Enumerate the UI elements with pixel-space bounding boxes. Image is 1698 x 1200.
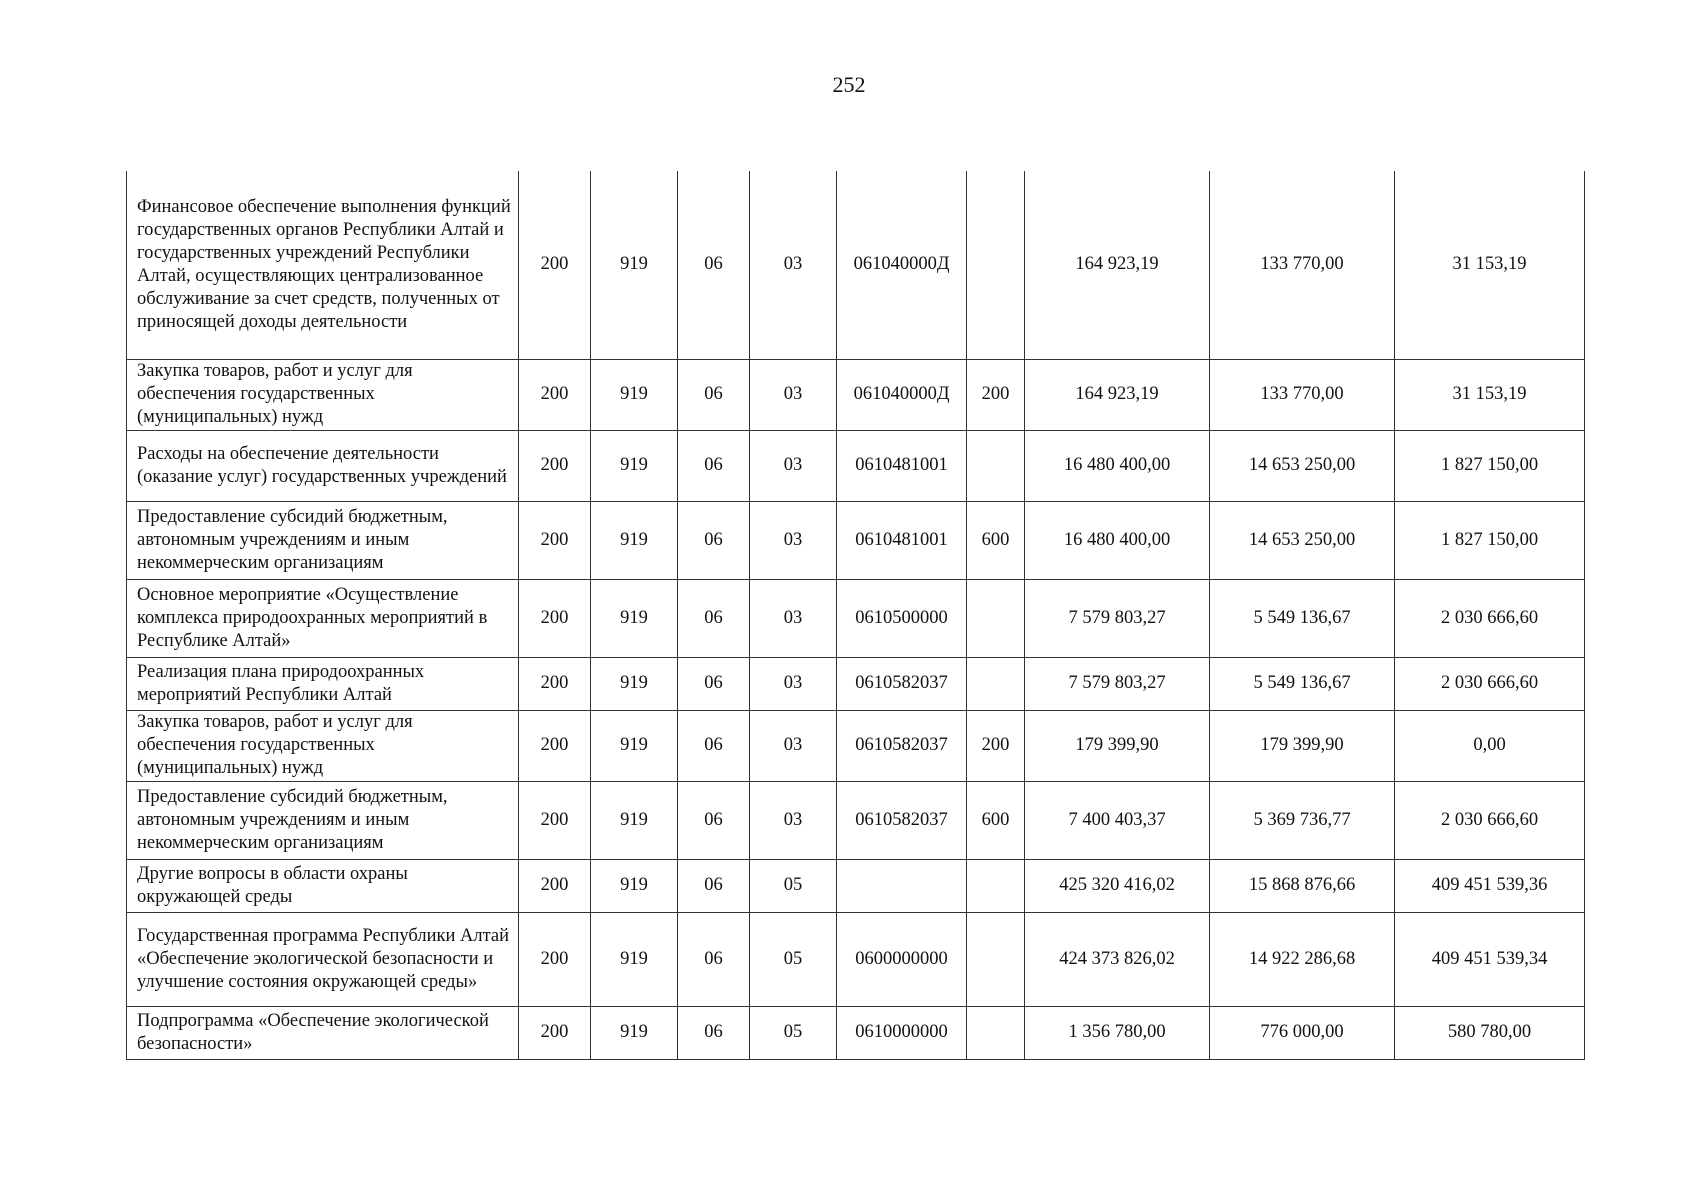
cell-rz: 06 xyxy=(678,912,750,1006)
cell-col2: 179 399,90 xyxy=(1210,710,1395,781)
cell-col3: 2 030 666,60 xyxy=(1395,657,1585,710)
cell-code: 200 xyxy=(519,912,591,1006)
cell-col2: 133 770,00 xyxy=(1210,359,1395,430)
cell-grbs: 919 xyxy=(591,501,678,579)
cell-pr: 03 xyxy=(750,657,837,710)
page-number: 252 xyxy=(832,72,866,97)
cell-total: 179 399,90 xyxy=(1025,710,1210,781)
cell-col2: 776 000,00 xyxy=(1210,1006,1395,1059)
cell-vr xyxy=(967,912,1025,1006)
cell-pr: 03 xyxy=(750,430,837,501)
cell-code: 200 xyxy=(519,859,591,912)
cell-vr: 200 xyxy=(967,359,1025,430)
cell-rz: 06 xyxy=(678,430,750,501)
cell-rz: 06 xyxy=(678,359,750,430)
table-row xyxy=(127,657,1585,710)
cell-csr: 0610481001 xyxy=(837,430,967,501)
cell-grbs: 919 xyxy=(591,657,678,710)
cell-csr: 0610481001 xyxy=(837,501,967,579)
cell-col3: 2 030 666,60 xyxy=(1395,579,1585,657)
cell-grbs: 919 xyxy=(591,171,678,359)
cell-col3: 0,00 xyxy=(1395,710,1585,781)
row-name: Основное мероприятие «Осуществление комплекса природоохранных мероприятий в Республике Алтай» xyxy=(127,579,519,657)
table-row xyxy=(127,710,1585,781)
cell-vr xyxy=(967,1006,1025,1059)
cell-col3: 1 827 150,00 xyxy=(1395,430,1585,501)
table-row xyxy=(127,912,1585,1006)
cell-pr: 03 xyxy=(750,501,837,579)
table-row xyxy=(127,501,1585,579)
table-row xyxy=(127,781,1585,859)
row-name: Государственная программа Республики Алтай «Обеспечение экологической безопасности и улучшение состояния окружающей среды» xyxy=(127,912,519,1006)
cell-csr: 061040000Д xyxy=(837,171,967,359)
cell-rz: 06 xyxy=(678,781,750,859)
cell-vr xyxy=(967,657,1025,710)
cell-code: 200 xyxy=(519,171,591,359)
cell-col3: 1 827 150,00 xyxy=(1395,501,1585,579)
cell-grbs: 919 xyxy=(591,912,678,1006)
cell-total: 424 373 826,02 xyxy=(1025,912,1210,1006)
cell-code: 200 xyxy=(519,1006,591,1059)
cell-grbs: 919 xyxy=(591,710,678,781)
row-name: Реализация плана природоохранных мероприятий Республики Алтай xyxy=(127,657,519,710)
cell-pr: 03 xyxy=(750,579,837,657)
cell-grbs: 919 xyxy=(591,430,678,501)
cell-col2: 15 868 876,66 xyxy=(1210,859,1395,912)
cell-vr: 200 xyxy=(967,710,1025,781)
cell-col2: 14 653 250,00 xyxy=(1210,501,1395,579)
cell-grbs: 919 xyxy=(591,1006,678,1059)
cell-grbs: 919 xyxy=(591,859,678,912)
cell-pr: 05 xyxy=(750,912,837,1006)
cell-total: 164 923,19 xyxy=(1025,171,1210,359)
row-name: Другие вопросы в области охраны окружающей среды xyxy=(127,859,519,912)
cell-rz: 06 xyxy=(678,579,750,657)
cell-total: 1 356 780,00 xyxy=(1025,1006,1210,1059)
cell-col3: 580 780,00 xyxy=(1395,1006,1585,1059)
table-row xyxy=(127,579,1585,657)
cell-vr: 600 xyxy=(967,501,1025,579)
table-row xyxy=(127,359,1585,430)
row-name: Финансовое обеспечение выполнения функций государственных органов Республики Алтай и государственных учреждений Республики Алтай, осуществляющих централизованное обслуживание за счет средств, полученных от приносящей доходы деятельности xyxy=(127,171,519,359)
cell-pr: 05 xyxy=(750,859,837,912)
cell-col3: 31 153,19 xyxy=(1395,171,1585,359)
cell-code: 200 xyxy=(519,657,591,710)
cell-grbs: 919 xyxy=(591,579,678,657)
cell-rz: 06 xyxy=(678,710,750,781)
row-name: Подпрограмма «Обеспечение экологической безопасности» xyxy=(127,1006,519,1059)
row-name: Закупка товаров, работ и услуг для обеспечения государственных (муниципальных) нужд xyxy=(127,710,519,781)
cell-col3: 409 451 539,36 xyxy=(1395,859,1585,912)
cell-vr xyxy=(967,859,1025,912)
cell-total: 16 480 400,00 xyxy=(1025,430,1210,501)
cell-code: 200 xyxy=(519,430,591,501)
cell-col3: 2 030 666,60 xyxy=(1395,781,1585,859)
cell-col3: 409 451 539,34 xyxy=(1395,912,1585,1006)
cell-total: 16 480 400,00 xyxy=(1025,501,1210,579)
cell-rz: 06 xyxy=(678,657,750,710)
cell-code: 200 xyxy=(519,781,591,859)
cell-pr: 03 xyxy=(750,781,837,859)
cell-vr xyxy=(967,579,1025,657)
cell-col2: 14 922 286,68 xyxy=(1210,912,1395,1006)
cell-csr xyxy=(837,859,967,912)
cell-total: 425 320 416,02 xyxy=(1025,859,1210,912)
row-name: Предоставление субсидий бюджетным, автономным учреждениям и иным некоммерческим организациям xyxy=(127,781,519,859)
cell-csr: 061040000Д xyxy=(837,359,967,430)
cell-col2: 5 369 736,77 xyxy=(1210,781,1395,859)
cell-col2: 133 770,00 xyxy=(1210,171,1395,359)
cell-csr: 0610582037 xyxy=(837,657,967,710)
cell-col3: 31 153,19 xyxy=(1395,359,1585,430)
cell-vr xyxy=(967,430,1025,501)
table-row xyxy=(127,171,1585,359)
cell-rz: 06 xyxy=(678,859,750,912)
cell-code: 200 xyxy=(519,579,591,657)
cell-pr: 03 xyxy=(750,710,837,781)
table-body xyxy=(127,171,1585,1059)
cell-pr: 05 xyxy=(750,1006,837,1059)
cell-col2: 5 549 136,67 xyxy=(1210,579,1395,657)
cell-code: 200 xyxy=(519,501,591,579)
cell-pr: 03 xyxy=(750,171,837,359)
cell-csr: 0610582037 xyxy=(837,710,967,781)
cell-vr xyxy=(967,171,1025,359)
budget-table xyxy=(126,171,1585,1060)
cell-csr: 0610500000 xyxy=(837,579,967,657)
row-name: Предоставление субсидий бюджетным, автономным учреждениям и иным некоммерческим организациям xyxy=(127,501,519,579)
table-row xyxy=(127,430,1585,501)
cell-grbs: 919 xyxy=(591,359,678,430)
row-name: Закупка товаров, работ и услуг для обеспечения государственных (муниципальных) нужд xyxy=(127,359,519,430)
cell-pr: 03 xyxy=(750,359,837,430)
cell-total: 7 579 803,27 xyxy=(1025,657,1210,710)
cell-rz: 06 xyxy=(678,501,750,579)
cell-col2: 5 549 136,67 xyxy=(1210,657,1395,710)
cell-total: 7 400 403,37 xyxy=(1025,781,1210,859)
cell-csr: 0600000000 xyxy=(837,912,967,1006)
table-row xyxy=(127,859,1585,912)
cell-code: 200 xyxy=(519,359,591,430)
cell-rz: 06 xyxy=(678,171,750,359)
cell-total: 7 579 803,27 xyxy=(1025,579,1210,657)
cell-vr: 600 xyxy=(967,781,1025,859)
table-row xyxy=(127,1006,1585,1059)
cell-csr: 0610000000 xyxy=(837,1006,967,1059)
cell-col2: 14 653 250,00 xyxy=(1210,430,1395,501)
cell-rz: 06 xyxy=(678,1006,750,1059)
cell-code: 200 xyxy=(519,710,591,781)
cell-total: 164 923,19 xyxy=(1025,359,1210,430)
cell-grbs: 919 xyxy=(591,781,678,859)
cell-csr: 0610582037 xyxy=(837,781,967,859)
row-name: Расходы на обеспечение деятельности (оказание услуг) государственных учреждений xyxy=(127,430,519,501)
